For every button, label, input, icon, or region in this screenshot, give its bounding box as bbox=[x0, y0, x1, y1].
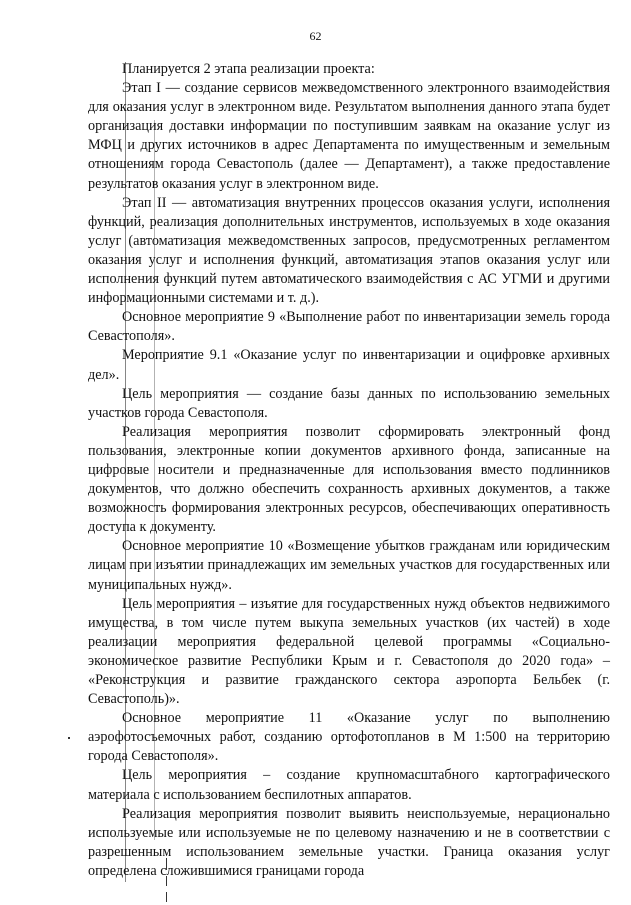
paragraph-goal-9-1: Цель мероприятия — создание базы данных по использованию земельных участков города Севастополя. bbox=[88, 385, 610, 421]
paragraph-main-activity-9: Основное мероприятие 9 «Выполнение работ по инвентаризации земель города Севастополя». bbox=[88, 309, 610, 345]
document-body bbox=[88, 60, 610, 881]
paragraph-stage-2: Этап II — автоматизация внутренних процессов оказания услуги, исполнения функций, реализация дополнительных инструментов, используемых в ходе оказания услуг (автоматизация межведомственных запросов, предусмотренных регламентом оказания услуг и исполнения функций, автоматизация этапов оказания услуг или исполнения функций путем автоматического взаимодействия с АС УГМИ и другими информационными системами и т. д.). bbox=[88, 194, 610, 307]
paragraph-main-activity-10: Основное мероприятие 10 «Возмещение убытков гражданам или юридическим лицам при изъятии принадлежащих им земельных участков для государственных или муниципальных нужд». bbox=[88, 538, 610, 593]
scan-artifact-mark bbox=[68, 737, 70, 739]
paragraph-implementation-9-1: Реализация мероприятия позволит сформировать электронный фонд пользования, электронные копии документов архивного фонда, записанные на цифровые носители и предназначенные для использования вместо подлинников документов, что должно обеспечить сохранность архивных документов, а также возможность формирования электронных ресурсов, обеспечивающих оперативность доступа к документу. bbox=[88, 423, 610, 536]
scan-artifact-mark bbox=[166, 892, 167, 902]
page-number: 62 bbox=[309, 29, 322, 43]
paragraph-stage-1: Этап I — создание сервисов межведомственного электронного взаимодействия для оказания услуг в электронном виде. Результатом выполнения данного этапа будет организация доставки информации по поступившим заявкам на оказание услуг из МФЦ и других источников в адрес Департамента по имущественным и земельным отношениям города Севастополь (далее — Департамент), а также предоставление результатов оказания услуг в электронном виде. bbox=[88, 80, 610, 192]
paragraph-goal-11: Цель мероприятия – создание крупномасштабного картографического материала с использованием беспилотных аппаратов. bbox=[88, 767, 610, 803]
paragraph-stages-intro: Планируется 2 этапа реализации проекта: bbox=[122, 61, 375, 77]
paragraph-implementation-11: Реализация мероприятия позволит выявить неиспользуемые, нерационально используемые или используемые не по целевому назначению и не в соответствии с разрешенным использованием земельные участки. Граница оказания услуг определена сложившимися границами города bbox=[88, 805, 610, 879]
paragraph-activity-9-1: Мероприятие 9.1 «Оказание услуг по инвентаризации и оцифровке архивных дел». bbox=[88, 347, 610, 383]
paragraph-goal-10: Цель мероприятия – изъятие для государственных нужд объектов недвижимого имущества, в том числе путем выкупа земельных участков (их частей) в ходе реализации мероприятия федеральной целевой программы «Социально-экономическое развитие Республики Крым и г. Севастополя до 2020 года» – «Реконструкция и развитие гражданского сектора аэропорта Бельбек (г. Севастополь)». bbox=[88, 595, 610, 708]
paragraph-main-activity-11: Основное мероприятие 11 «Оказание услуг по выполнению аэрофотосъемочных работ, созданию ортофотопланов в М 1:500 на территорию города Севастополя». bbox=[88, 710, 610, 765]
